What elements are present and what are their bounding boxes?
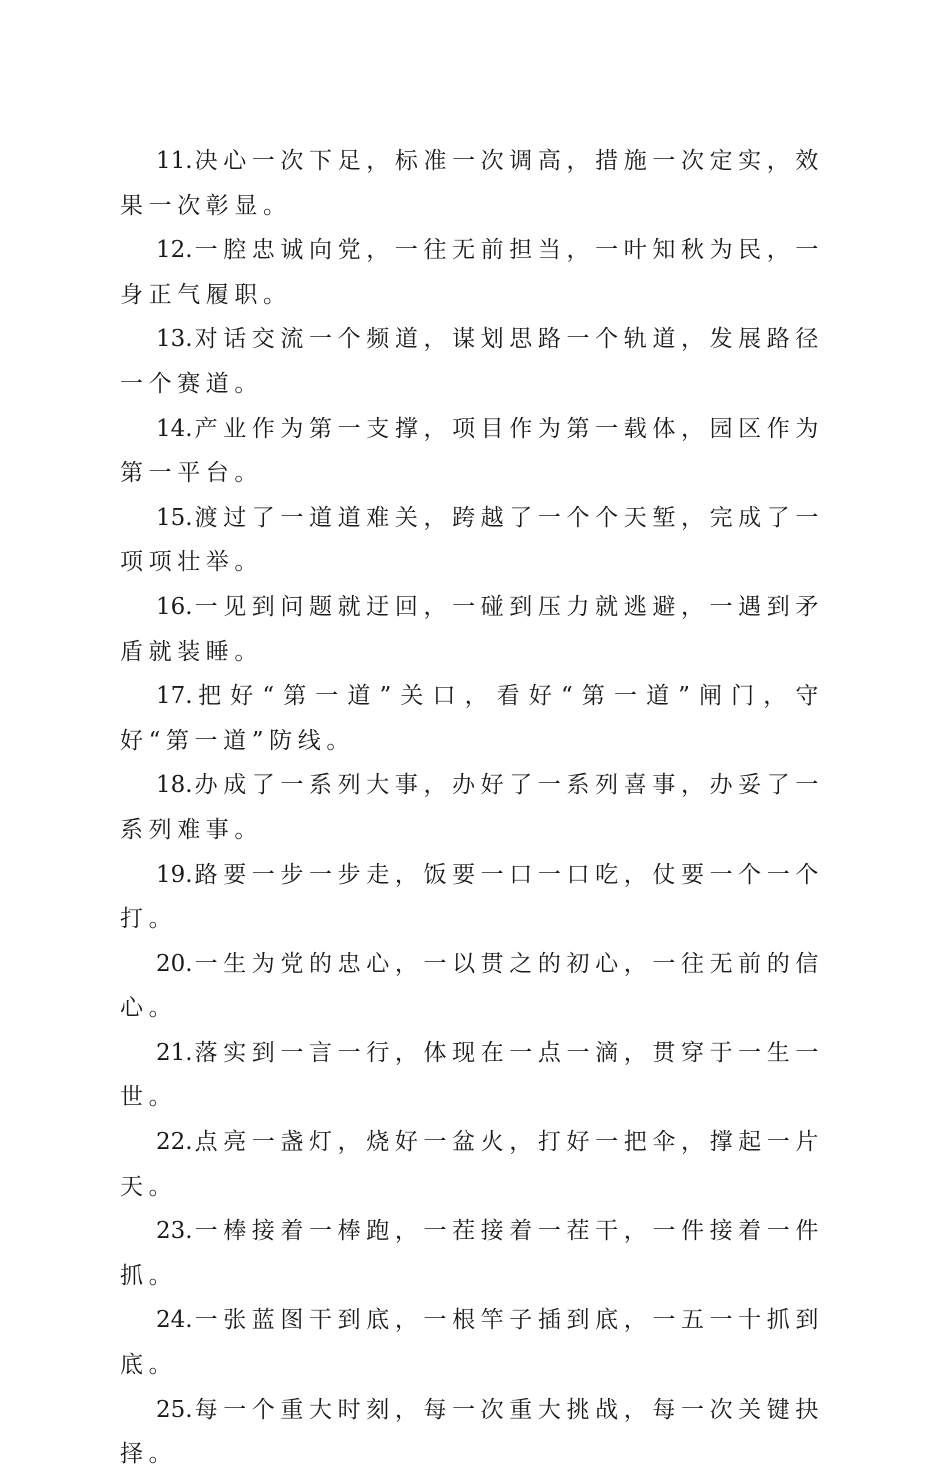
item-number: 13. <box>156 326 193 353</box>
item-number: 21. <box>156 1039 193 1066</box>
item-number: 16. <box>156 593 193 620</box>
list-item-11 <box>120 139 824 228</box>
list-item-17 <box>120 674 824 763</box>
item-number: 25. <box>156 1396 193 1423</box>
item-text: 一棒接着一棒跑，一茬接着一茬干，一件接着一件抓。 <box>120 1218 824 1289</box>
item-text: 一张蓝图干到底，一根竿子插到底，一五一十抓到底。 <box>120 1307 824 1379</box>
item-number: 12. <box>156 237 193 264</box>
item-number: 11. <box>156 148 193 174</box>
item-number: 20. <box>156 950 193 977</box>
item-text: 点亮一盏灯，烧好一盆火，打好一把伞，撑起一片天。 <box>120 1129 824 1200</box>
list-item-23 <box>120 1209 824 1298</box>
list-item-16 <box>120 585 824 674</box>
item-text: 一腔忠诚向党，一往无前担当，一叶知秋为民，一身正气履职。 <box>120 237 824 308</box>
document-body <box>120 139 824 1477</box>
list-item-22 <box>120 1120 824 1209</box>
item-text: 对话交流一个频道，谋划思路一个轨道，发展路径一个赛道。 <box>120 326 824 397</box>
list-item-19 <box>120 853 824 942</box>
list-item-14 <box>120 407 824 496</box>
item-number: 17. <box>156 683 193 710</box>
item-number: 15. <box>156 504 193 531</box>
list-item-12 <box>120 228 824 317</box>
item-number: 19. <box>156 861 193 888</box>
list-item-25 <box>120 1388 824 1477</box>
item-number: 23. <box>156 1218 193 1245</box>
item-text: 路要一步一步走，饭要一口一口吃，仗要一个一个打。 <box>120 861 824 933</box>
item-text: 产业作为第一支撑，项目作为第一载体，园区作为第一平台。 <box>120 415 824 487</box>
item-number: 14. <box>156 415 193 442</box>
item-number: 24. <box>156 1307 193 1334</box>
list-item-21 <box>120 1031 824 1120</box>
item-text: 把好“第一道”关口，看好“第一道”闸门，守好“第一道”防线。 <box>120 683 824 754</box>
list-item-24 <box>120 1298 824 1387</box>
list-item-20 <box>120 942 824 1031</box>
item-text: 落实到一言一行，体现在一点一滴，贯穿于一生一世。 <box>120 1039 824 1111</box>
item-text: 一见到问题就迂回，一碰到压力就逃避，一遇到矛盾就装睡。 <box>120 593 824 665</box>
item-text: 渡过了一道道难关，跨越了一个个天堑，完成了一项项壮举。 <box>120 504 824 576</box>
item-number: 22. <box>156 1129 193 1156</box>
list-item-15 <box>120 496 824 585</box>
item-text: 一生为党的忠心，一以贯之的初心，一往无前的信心。 <box>120 950 824 1022</box>
list-item-13 <box>120 317 824 406</box>
list-item-18 <box>120 763 824 852</box>
item-text: 决心一次下足，标准一次调高，措施一次定实，效果一次彰显。 <box>120 148 824 219</box>
item-text: 每一个重大时刻，每一次重大挑战，每一次关键抉择。 <box>120 1396 824 1468</box>
item-text: 办成了一系列大事，办好了一系列喜事，办妥了一系列难事。 <box>120 772 824 843</box>
item-number: 18. <box>156 772 193 799</box>
